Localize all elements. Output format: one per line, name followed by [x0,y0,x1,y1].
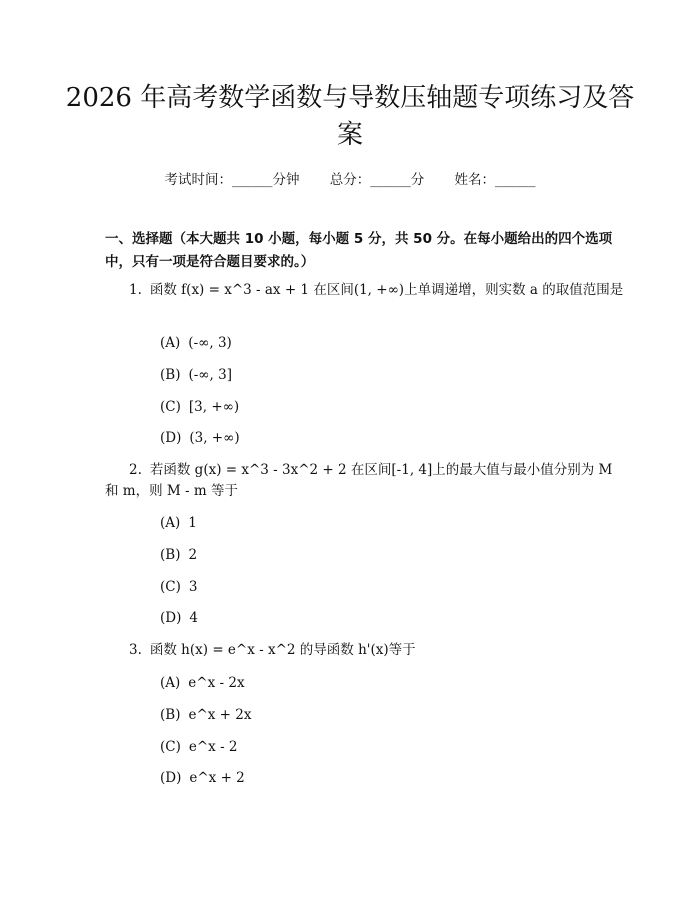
option-label: (A) [160,335,181,351]
option-3c [160,738,238,756]
option-text: (3, +∞) [189,430,240,446]
section-heading: 一、选择题（本大题共 10 小题，每小题 5 分，共 50 分。在每小题给出的四个选项中，只有一项是符合题目要求的。） [105,231,613,270]
exam-time-field: 考试时间：______分钟 [164,172,300,188]
option-2d [160,609,198,627]
question-text: 函数 f(x) = x^3 - ax + 1 在区间(1, +∞)上单调递增，则实数 a 的取值范围是 [149,282,624,298]
option-text: (-∞, 3) [188,335,232,351]
option-text: e^x - 2 [188,739,238,755]
option-label: (D) [160,770,182,786]
question-3 [105,640,625,661]
option-label: (B) [160,367,181,383]
option-2a [160,514,197,532]
option-text: [3, +∞) [188,399,240,415]
option-text: 3 [188,579,198,595]
option-label: (A) [160,515,181,531]
option-2c [160,578,197,596]
total-score-field: 总分：______分 [329,172,425,188]
question-text: 函数 h(x) = e^x - x^2 的导函数 h'(x)等于 [149,642,416,658]
student-name-field: 姓名：______ [454,172,536,188]
option-3b [160,706,251,724]
option-label: (A) [160,675,181,691]
option-3a [160,674,245,692]
option-text: e^x + 2x [188,707,252,723]
option-text: (-∞, 3] [188,367,232,383]
question-2 [105,460,625,502]
question-number: 2. [129,462,142,478]
option-text: 1 [188,515,197,531]
question-number: 1. [129,282,142,298]
question-number: 3. [129,642,142,658]
option-label: (C) [160,739,181,755]
option-text: e^x + 2 [189,770,245,786]
option-label: (C) [160,399,181,415]
option-1a [160,334,232,352]
option-1b [160,366,232,384]
option-2b [160,546,197,564]
option-label: (B) [160,707,181,723]
option-label: (D) [160,610,182,626]
option-label: (C) [160,579,181,595]
question-text: 若函数 g(x) = x^3 - 3x^2 + 2 在区间[-1, 4]上的最大值与最小值分别为 M 和 m，则 M - m 等于 [105,462,613,499]
page-title: 2026 年高考数学函数与导数压轴题专项练习及答案 [65,83,635,150]
question-1 [105,280,625,301]
option-label: (D) [160,430,182,446]
option-text: 2 [188,547,198,563]
exam-info [0,168,700,188]
option-1c [160,398,239,416]
option-text: 4 [189,610,198,626]
option-1d [160,429,240,447]
option-label: (B) [160,547,181,563]
option-text: e^x - 2x [188,675,245,691]
option-3d [160,769,245,787]
